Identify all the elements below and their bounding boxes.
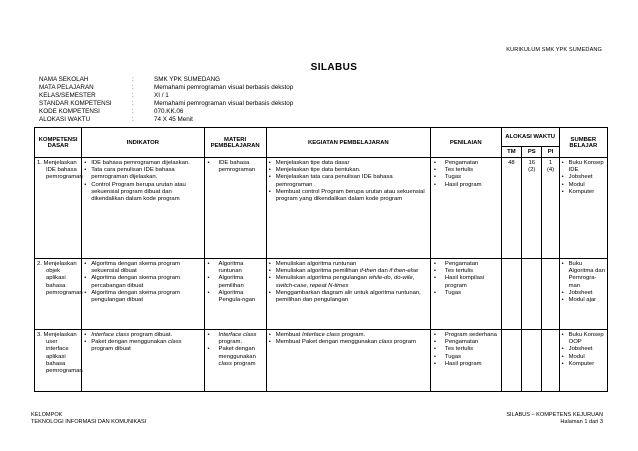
indikator-item: • Control Program berupa urutan atau sekuensial program dibuat dan dikendalikan dalam kode program (91, 182, 201, 204)
penilaian-item: • Pengamatan (445, 339, 499, 346)
header-materi: MATERI PEMBELAJARAN (204, 128, 266, 158)
penilaian-item: • Hasil program (445, 182, 499, 189)
materi-list (207, 160, 264, 174)
identity-colon: : (132, 108, 134, 116)
identity-value: 74 X 45 Menit (154, 116, 193, 124)
indikator-item: • Algoritma dengan skema program sekuensial dibuat (91, 261, 201, 275)
tm-cell: 48 (501, 158, 521, 259)
materi-item: • Algoritma pemilihan (219, 275, 264, 289)
identity-colon: : (132, 76, 134, 83)
identity-value: 070.KK.06 (154, 108, 184, 116)
kegiatan-item: • Menjelaskan tata cara penulisan IDE bahasa pemrograman . (276, 174, 428, 188)
header-tm: TM (501, 147, 521, 158)
identity-label: KELAS/SEMESTER (39, 92, 96, 100)
footer-page-number: Halaman 1 dari 3 (560, 419, 603, 425)
tm-cell (501, 259, 521, 330)
sumber-item: • Buku Konsep IDE (569, 160, 605, 174)
identity-label: MATA PELAJARAN (39, 84, 94, 92)
indikator-list (84, 160, 201, 203)
kegiatan-cell (266, 330, 430, 392)
indikator-item: • Paket dengan menggunakan class program dibuat (91, 339, 201, 353)
pi-cell (542, 259, 559, 330)
ps-cell (522, 330, 542, 392)
indikator-item: • Algoritma dengan skema program percabangan dibuat (91, 275, 201, 289)
identity-value: Memahami pemrograman visual berbasis dekstop (154, 84, 294, 92)
sumber-item: • Modul (569, 182, 605, 189)
footer-left (31, 412, 146, 426)
kompetensi-text: 3. Menjelaskan user interface aplikasi bahasa pemrograman (37, 332, 83, 375)
materi-item: • Algoritma runtunan (219, 261, 264, 275)
header-kegiatan: KEGIATAN PEMBELAJARAN (266, 128, 430, 158)
kegiatan-list (269, 160, 428, 203)
indikator-item: • Algoritma dengan skema program pengulangan dibuat (91, 290, 201, 304)
indikator-cell (82, 158, 204, 259)
sumber-item: • Komputer (569, 189, 605, 196)
materi-item: • Interface class program. (219, 332, 264, 346)
header-sumber: SUMBER BELAJAR (559, 128, 607, 158)
sumber-cell (559, 259, 607, 330)
indikator-item: • IDE bahasa pemrograman dijelaskan. (91, 160, 201, 167)
sumber-item: • Buku Konsep OOP (569, 332, 605, 346)
identity-table (39, 76, 293, 125)
sumber-list (562, 261, 605, 304)
tm-cell (501, 330, 521, 392)
kegiatan-item: • Membuat Paket dengan menggunakan class program (276, 339, 428, 346)
syllabus-table (34, 127, 608, 392)
identity-row (39, 92, 293, 100)
identity-row (39, 84, 293, 92)
pi-cell: 1 (4) (542, 158, 559, 259)
kegiatan-item: • Membuat control Program berupa urutan atau sekuensial program yang dikendalikan dalam kode program (276, 189, 428, 203)
penilaian-item: • Tugas (445, 354, 499, 361)
curriculum-header: KURIKULUM SMK YPK SUMEDANG (506, 47, 602, 53)
penilaian-item: • Hasil program (445, 361, 499, 368)
page-title: SILABUS (310, 62, 358, 73)
sumber-item: • Komputer (569, 361, 605, 368)
materi-list (207, 332, 264, 368)
kompetensi-cell (35, 330, 82, 392)
identity-colon: : (132, 100, 134, 108)
materi-cell (204, 158, 266, 259)
footer-doc-label: SILABUS – KOMPETENS KEJURUAN (506, 412, 603, 418)
penilaian-list (433, 332, 499, 368)
ps-cell (522, 259, 542, 330)
indikator-list (84, 261, 201, 304)
identity-row (39, 108, 293, 116)
sumber-item: • Modul (569, 354, 605, 361)
kegiatan-item: • Menjelaskan tipe data dasar (276, 160, 428, 167)
sumber-list (562, 160, 605, 196)
header-ps: PS (522, 147, 542, 158)
kompetensi-cell (35, 259, 82, 330)
kegiatan-list (269, 332, 428, 346)
identity-value: SMK YPK SUMEDANG (154, 76, 221, 83)
materi-item: • Paket dengan menggunakan class program (219, 346, 264, 368)
penilaian-list (433, 261, 499, 297)
sumber-item: • Jobsheet (569, 346, 605, 353)
kegiatan-cell (266, 259, 430, 330)
materi-cell (204, 330, 266, 392)
penilaian-item: • Tugas (445, 290, 499, 297)
kegiatan-item: • Menggambarkan diagram alir untuk algoritma runtunan, pemilihan dan pengulangan (276, 290, 428, 304)
header-indikator: INDIKATOR (82, 128, 204, 158)
identity-value: Memahami pemrograman visual berbasis dekstop (154, 100, 294, 108)
penilaian-cell (430, 158, 501, 259)
table-row (35, 259, 608, 330)
kegiatan-item: • Menjelaskan tipe data bentukan. (276, 167, 428, 174)
identity-row (39, 100, 293, 108)
header-pi: PI (542, 147, 559, 158)
penilaian-item: • Program sederhana (445, 332, 499, 339)
identity-label: NAMA SEKOLAH (39, 76, 89, 83)
indikator-list (84, 332, 201, 354)
penilaian-item: • Pengamatan (445, 261, 499, 268)
materi-cell (204, 259, 266, 330)
sumber-list (562, 332, 605, 368)
sumber-item: • Jobsheet (569, 290, 605, 297)
kegiatan-list (269, 261, 428, 304)
indikator-item: • Interface class program dibuat. (91, 332, 201, 339)
penilaian-cell (430, 259, 501, 330)
indikator-item: • Tata cara penulisan IDE bahasa pemrograman dijelaskan. (91, 167, 201, 181)
penilaian-item: • Hasil kompilasi program (445, 275, 499, 289)
identity-colon: : (132, 92, 134, 100)
sumber-cell (559, 330, 607, 392)
kegiatan-item: • Menuliskan algoritma runtunan (276, 261, 428, 268)
header-penilaian: PENILAIAN (430, 128, 501, 158)
identity-row (39, 76, 293, 84)
kegiatan-item: • Menuliskan algoritma pengulangan while-do, do-wile, switch-case, repeat N-times (276, 275, 428, 289)
ps-cell: 16 (2) (522, 158, 542, 259)
kegiatan-cell (266, 158, 430, 259)
materi-list (207, 261, 264, 304)
penilaian-item: • Tes tertulis (445, 167, 499, 174)
sumber-item: • Buku Algoritma dan Pemrogra-man (569, 261, 605, 290)
header-alokasi: ALOKASI WAKTU (501, 128, 559, 147)
penilaian-item: • Tes tertulis (445, 268, 499, 275)
sumber-cell (559, 158, 607, 259)
kompetensi-cell (35, 158, 82, 259)
identity-colon: : (132, 84, 134, 92)
identity-value: XI / 1 (154, 92, 169, 100)
identity-label: ALOKASI WAKTU (39, 116, 91, 124)
penilaian-list (433, 160, 499, 189)
sumber-item: • Modul ajar (569, 297, 605, 304)
kegiatan-item: • Membuat Interface class program. (276, 332, 428, 339)
header-kompetensi: KOMPETENSI DASAR (35, 128, 82, 158)
kegiatan-item: • Menuliskan algoritma pemilihan if-then dan if then-else (276, 268, 428, 275)
materi-item: • Algoritma Pengula-ngan (219, 290, 264, 304)
penilaian-item: • Tes tertulis (445, 346, 499, 353)
table-row (35, 158, 608, 259)
identity-colon: : (132, 116, 134, 124)
table-row (35, 330, 608, 392)
footer-group-name: TEKNOLOGI INFORMASI DAN KOMUNIKASI (31, 419, 147, 425)
penilaian-item: • Pengamatan (445, 160, 499, 167)
kompetensi-text: 2. Menjelaskan objek aplikasi bahasa pemrograman (37, 261, 83, 296)
identity-label: KODE KOMPETENSI (39, 108, 100, 116)
penilaian-item: • Tugas (445, 174, 499, 181)
sumber-item: • Jobsheet (569, 174, 605, 181)
footer-right (506, 412, 603, 426)
indikator-cell (82, 259, 204, 330)
identity-row (39, 116, 293, 124)
pi-cell (542, 330, 559, 392)
materi-item: • IDE bahasa pemrograman (219, 160, 264, 174)
penilaian-cell (430, 330, 501, 392)
identity-label: STANDAR KOMPETENSI (39, 100, 112, 108)
kompetensi-text: 1. Menjelaskan IDE bahasa pemrograman (37, 160, 83, 181)
indikator-cell (82, 330, 204, 392)
footer-group-label: KELOMPOK (31, 412, 63, 418)
